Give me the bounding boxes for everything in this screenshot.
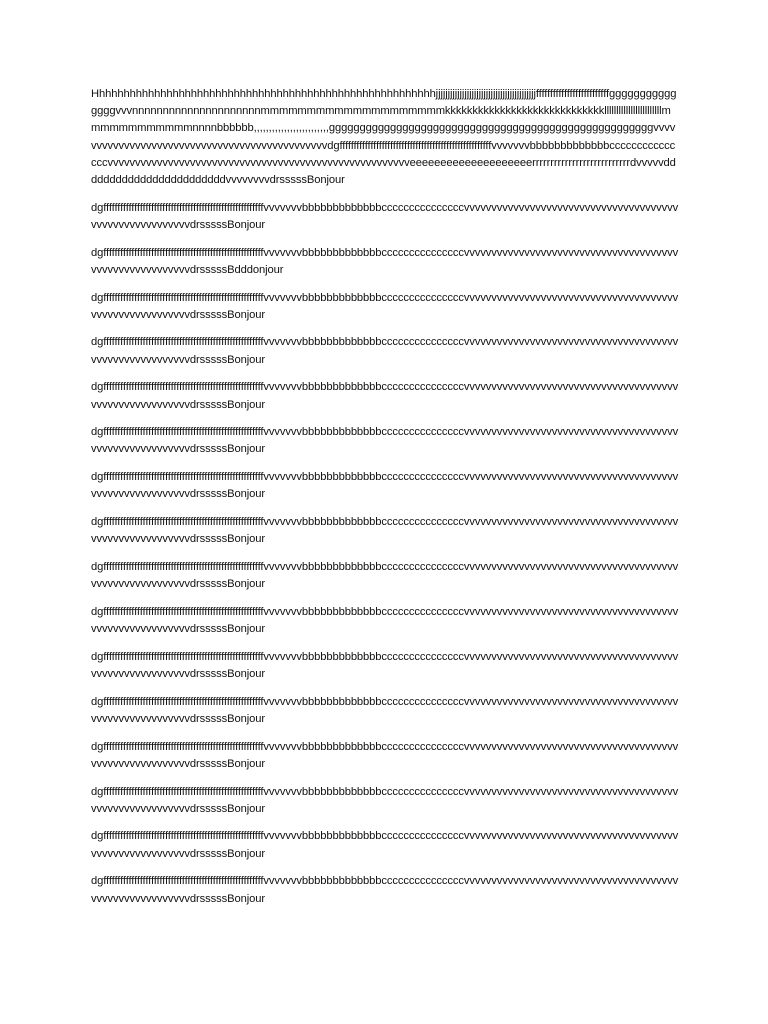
paragraph: dgfffffffffffffffffffffffffffffffffffffffffffffffffffffffffvvvvvvvbbbbbbbbbbbbbcccccccccccccccvvvvvvvvvvvvvvvvvvvvvvvvvvvvvvvvvvvvvvvvvvvvvvvvvvvvvvvvvdrsssssBonjour — [91, 830, 679, 860]
paragraph: dgfffffffffffffffffffffffffffffffffffffffffffffffffffffffffvvvvvvvbbbbbbbbbbbbbcccccccccccccccvvvvvvvvvvvvvvvvvvvvvvvvvvvvvvvvvvvvvvvvvvvvvvvvvvvvvvvvvdrsssssBonjour — [91, 785, 679, 815]
paragraph: dgfffffffffffffffffffffffffffffffffffffffffffffffffffffffffvvvvvvvbbbbbbbbbbbbbcccccccccccccccvvvvvvvvvvvvvvvvvvvvvvvvvvvvvvvvvvvvvvvvvvvvvvvvvvvvvvvvvdrsssssBonjour — [91, 516, 679, 546]
first-paragraph: Hhhhhhhhhhhhhhhhhhhhhhhhhhhhhhhhhhhhhhhhhhhhhhhhhhhhhhhhjjjjjjjjjjjjjjjjjjjjjjjjjjjjjjjjjjjjjjjjjjffffffffffffffffffffffffffgggggggggggggggvvvnnnnnnnnnnnnnnnnnnnnnmmmmmmmmmmmmmmmmmmmmkkkkkkkkkkkkkkkkkkkkkkkkkkkkkllllllllllllllllllllllllmmmmmmmmmmmmnnnnbbbbbb,,,,,,,,,,,,,,,,,,,,,,,,,gggggggggggggggggggggggggggggggggggggggggggggggggggggvvvvvvvvvvvvvvvvvvvvvvvvvvvvvvvvvvvvvvvvvvvvvvvdgffffffffffffffffffffffffffffffffffffffffffffffffffffffvvvvvvvbbbbbbbbbbbbbcccccccccccccccvvvvvvvvvvvvvvvvvvvvvvvvvvvvvvvvvvvvvvvvvvvvvvvvvvvvvvveeeeeeeeeeeeeeeeeeeerrrrrrrrrrrrrrrrrrrrrrrrrrrdvvvvvddddddddddddddddddddddddvvvvvvvvdrsssssBonjour — [91, 88, 677, 187]
paragraph: dgfffffffffffffffffffffffffffffffffffffffffffffffffffffffffvvvvvvvbbbbbbbbbbbbbcccccccccccccccvvvvvvvvvvvvvvvvvvvvvvvvvvvvvvvvvvvvvvvvvvvvvvvvvvvvvvvvvdrsssssBonjour — [91, 336, 679, 366]
paragraph: dgfffffffffffffffffffffffffffffffffffffffffffffffffffffffffvvvvvvvbbbbbbbbbbbbbcccccccccccccccvvvvvvvvvvvvvvvvvvvvvvvvvvvvvvvvvvvvvvvvvvvvvvvvvvvvvvvvvdrsssssBonjour — [91, 471, 679, 501]
paragraph: dgfffffffffffffffffffffffffffffffffffffffffffffffffffffffffvvvvvvvbbbbbbbbbbbbbcccccccccccccccvvvvvvvvvvvvvvvvvvvvvvvvvvvvvvvvvvvvvvvvvvvvvvvvvvvvvvvvvdrsssssBonjour — [91, 740, 679, 770]
paragraph: dgfffffffffffffffffffffffffffffffffffffffffffffffffffffffffvvvvvvvbbbbbbbbbbbbbcccccccccccccccvvvvvvvvvvvvvvvvvvvvvvvvvvvvvvvvvvvvvvvvvvvvvvvvvvvvvvvvvdrsssssBonjour — [91, 381, 679, 411]
paragraph: dgfffffffffffffffffffffffffffffffffffffffffffffffffffffffffvvvvvvvbbbbbbbbbbbbbcccccccccccccccvvvvvvvvvvvvvvvvvvvvvvvvvvvvvvvvvvvvvvvvvvvvvvvvvvvvvvvvvdrsssssBonjour — [91, 605, 679, 636]
paragraph: dgfffffffffffffffffffffffffffffffffffffffffffffffffffffffffvvvvvvvbbbbbbbbbbbbbcccccccccccccccvvvvvvvvvvvvvvvvvvvvvvvvvvvvvvvvvvvvvvvvvvvvvvvvvvvvvvvvvdrsssssBonjour — [91, 201, 679, 231]
document-page — [91, 86, 679, 918]
paragraph: dgfffffffffffffffffffffffffffffffffffffffffffffffffffffffffvvvvvvvbbbbbbbbbbbbbcccccccccccccccvvvvvvvvvvvvvvvvvvvvvvvvvvvvvvvvvvvvvvvvvvvvvvvvvvvvvvvvvdrsssssBonjour — [91, 291, 679, 321]
paragraph: dgfffffffffffffffffffffffffffffffffffffffffffffffffffffffffvvvvvvvbbbbbbbbbbbbbcccccccccccccccvvvvvvvvvvvvvvvvvvvvvvvvvvvvvvvvvvvvvvvvvvvvvvvvvvvvvvvvvdrsssssBonjour — [91, 426, 679, 456]
paragraph: dgfffffffffffffffffffffffffffffffffffffffffffffffffffffffffvvvvvvvbbbbbbbbbbbbbcccccccccccccccvvvvvvvvvvvvvvvvvvvvvvvvvvvvvvvvvvvvvvvvvvvvvvvvvvvvvvvvvdrsssssBonjour — [91, 875, 679, 905]
paragraph: dgfffffffffffffffffffffffffffffffffffffffffffffffffffffffffvvvvvvvbbbbbbbbbbbbbcccccccccccccccvvvvvvvvvvvvvvvvvvvvvvvvvvvvvvvvvvvvvvvvvvvvvvvvvvvvvvvvvdrsssssBonjour — [91, 695, 679, 725]
paragraph: dgfffffffffffffffffffffffffffffffffffffffffffffffffffffffffvvvvvvvbbbbbbbbbbbbbcccccccccccccccvvvvvvvvvvvvvvvvvvvvvvvvvvvvvvvvvvvvvvvvvvvvvvvvvvvvvvvvvdrsssssBdddonjour — [91, 246, 679, 276]
paragraph: dgfffffffffffffffffffffffffffffffffffffffffffffffffffffffffvvvvvvvbbbbbbbbbbbbbcccccccccccccccvvvvvvvvvvvvvvvvvvvvvvvvvvvvvvvvvvvvvvvvvvvvvvvvvvvvvvvvvdrsssssBonjour — [91, 560, 679, 591]
paragraph: dgfffffffffffffffffffffffffffffffffffffffffffffffffffffffffvvvvvvvbbbbbbbbbbbbbcccccccccccccccvvvvvvvvvvvvvvvvvvvvvvvvvvvvvvvvvvvvvvvvvvvvvvvvvvvvvvvvvdrsssssBonjour — [91, 650, 679, 680]
